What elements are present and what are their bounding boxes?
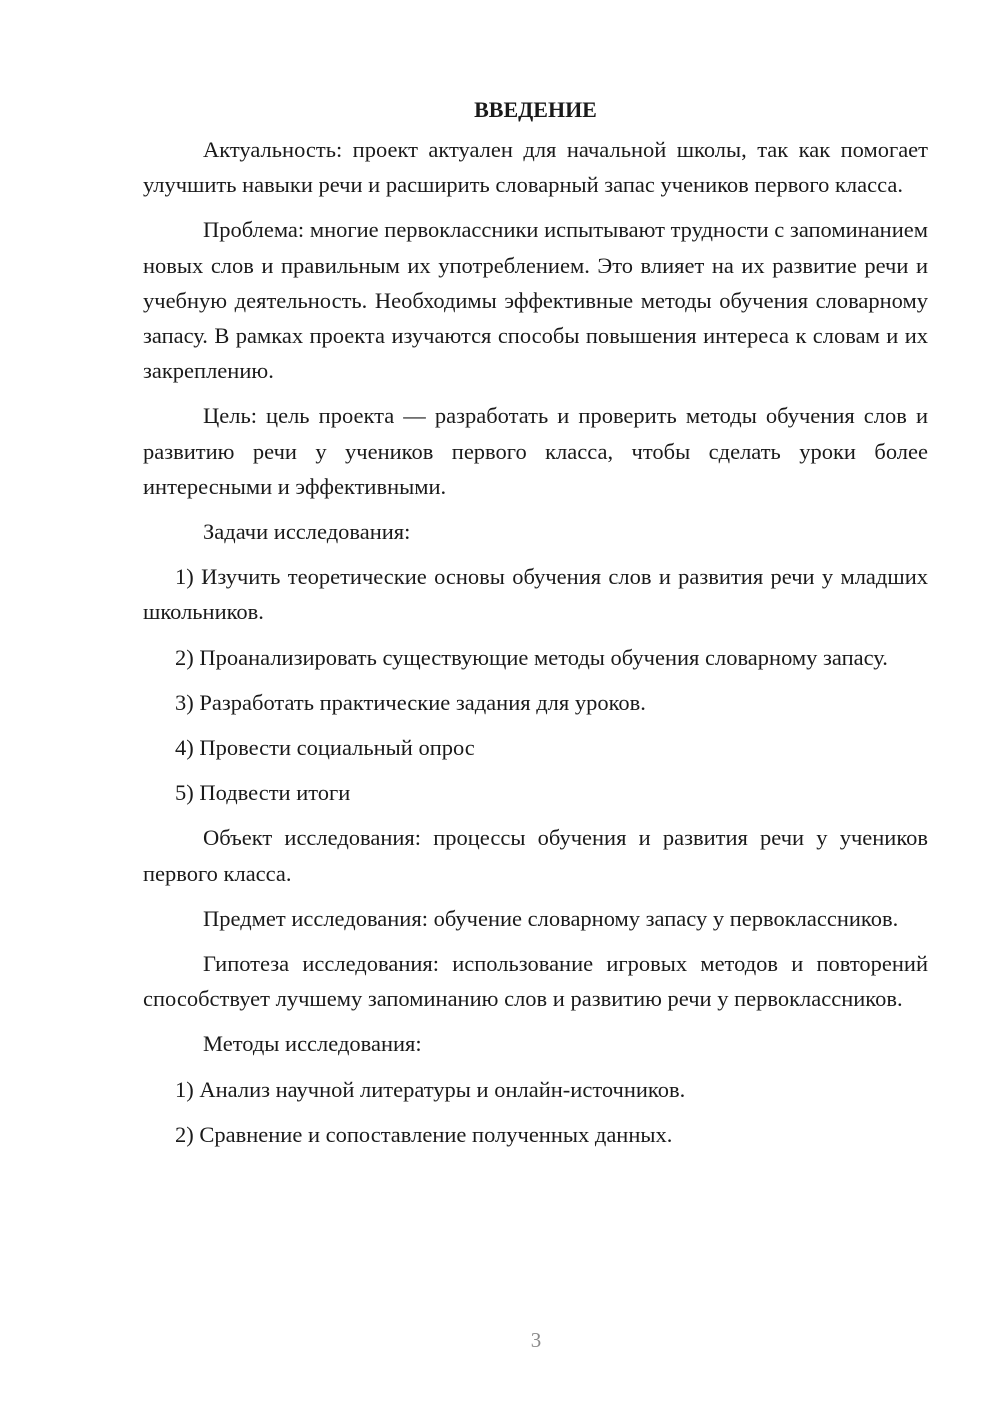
paragraph-subject: Предмет исследования: обучение словарному запасу у первоклассников.: [203, 905, 899, 931]
tasks-heading: Задачи исследования:: [203, 519, 411, 545]
task-item-5: 5) Подвести итоги: [175, 780, 351, 806]
paragraph-relevance: Актуальность: проект актуален для начальной школы, так как помогает улучшить навыки речи и расширить словарный запас учеников первого класса.: [143, 137, 928, 198]
paragraph-hypothesis: Гипотеза исследования: использование игровых методов и повторений способствует лучшему запоминанию слов и развитию речи у первоклассников.: [143, 951, 928, 1012]
paragraph-goal: Цель: цель проекта — разработать и проверить методы обучения слов и развитию речи у учеников первого класса, чтобы сделать уроки более интересными и эффективными.: [143, 403, 928, 499]
task-item-4: 4) Провести социальный опрос: [175, 735, 475, 761]
paragraph-problem: Проблема: многие первоклассники испытывают трудности с запоминанием новых слов и правильным их употреблением. Это влияет на их развитие речи и учебную деятельность. Необходимы эффективные методы обучения словарному запасу. В рамках проекта изучаются способы повышения интереса к словам и их закреплению.: [143, 217, 928, 384]
method-item-2: 2) Сравнение и сопоставление полученных данных.: [175, 1121, 673, 1147]
page-number: 3: [530, 1328, 542, 1352]
methods-heading: Методы исследования:: [203, 1031, 422, 1057]
task-item-2: 2) Проанализировать существующие методы обучения словарному запасу.: [175, 644, 888, 670]
method-item-1: 1) Анализ научной литературы и онлайн-источников.: [175, 1076, 686, 1102]
document-body: [143, 92, 928, 1162]
task-item-1: 1) Изучить теоретические основы обучения слов и развития речи у младших школьников.: [143, 564, 928, 625]
section-title: ВВЕДЕНИЕ: [474, 97, 597, 122]
paragraph-object: Объект исследования: процессы обучения и развития речи у учеников первого класса.: [143, 825, 928, 886]
task-item-3: 3) Разработать практические задания для уроков.: [175, 689, 646, 715]
